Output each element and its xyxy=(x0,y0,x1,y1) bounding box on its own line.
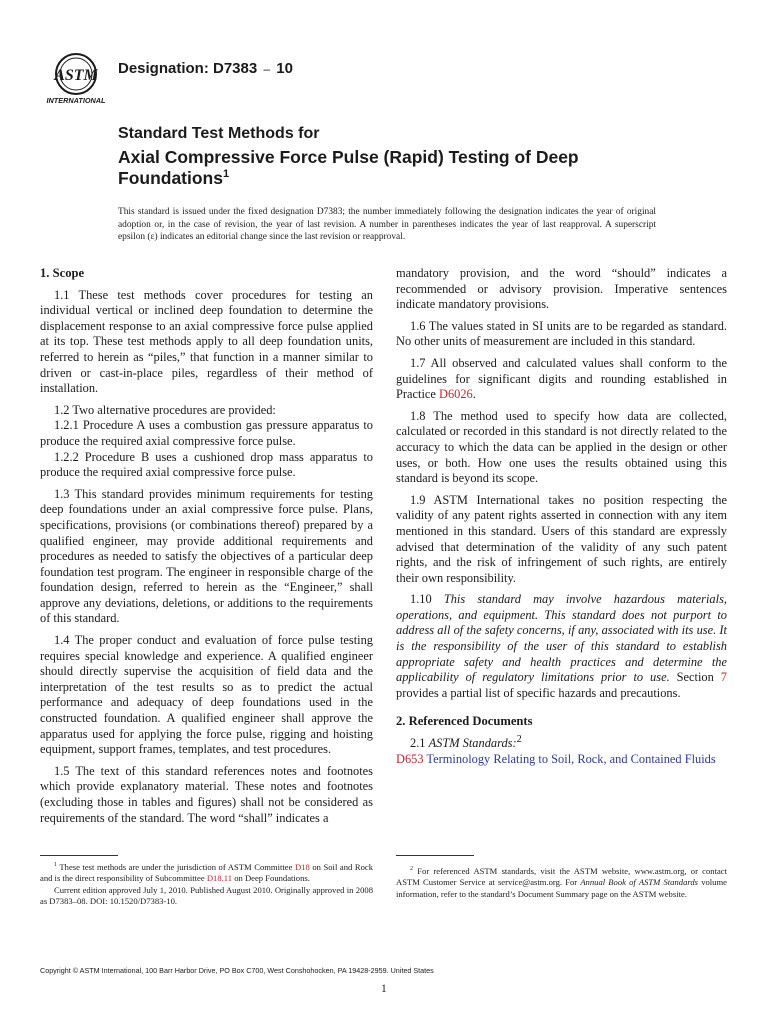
copyright-line: Copyright © ASTM International, 100 Barr Harbor Drive, PO Box C700, West Conshohocken, PA 19428-2959. United States xyxy=(40,966,434,975)
paragraph-1-10-end: provides a partial list of specific hazards and precautions. xyxy=(396,685,681,700)
left-column xyxy=(40,266,373,832)
footnote-2-book-title: Annual Book of ASTM Standards xyxy=(580,877,699,888)
footnote-mark-2: 2 xyxy=(516,733,522,745)
link-section-7[interactable]: 7 xyxy=(720,670,727,685)
issuance-notice: This standard is issued under the fixed designation D7383; the number immediately following the designation indicates the year of original adoption or, in the case of revision, the year of last revision. A number in parentheses indicates the year of last reapproval. A superscript epsilon (ε) indicates an editorial change since the last revision or reapproval. xyxy=(118,207,656,242)
page-number: 1 xyxy=(381,983,387,995)
document-title xyxy=(118,147,638,189)
paragraph-1-5-continued: mandatory provision, and the word “should” indicates a recommended or advisory provision. Imperative sentences indicate mandatory provisions. xyxy=(396,266,727,312)
footnote-1-part-c: on Deep Foundations. xyxy=(232,873,310,884)
reference-entry-d653 xyxy=(396,752,727,768)
right-column xyxy=(396,266,727,767)
paragraph-2-1 xyxy=(396,733,727,752)
footnote-1-mark: 1 xyxy=(54,862,57,869)
paragraph-1-1: 1.1 These test methods cover procedures for testing an individual vertical or inclined deep foundation to determine the displacement response to an axial compressive force pulse applied at its top. These test methods apply to all deep foundation units, referred to herein as “piles,” that function in a manner similar to driven or cast-in-place piles, regardless of their method of installation. xyxy=(40,287,373,396)
reference-title-d653[interactable]: Terminology Relating to Soil, Rock, and Contained Fluids xyxy=(426,751,716,766)
paragraph-1-10 xyxy=(396,592,727,701)
paragraph-1-7-text: 1.7 All observed and calculated values shall conform to the guidelines for significant digits and rounding established in Practice xyxy=(396,355,727,402)
footnote-rule-left xyxy=(40,855,118,856)
document-title-text: Axial Compressive Force Pulse (Rapid) Testing of Deep Foundations xyxy=(118,147,579,188)
astm-standards-label: ASTM Standards: xyxy=(428,736,517,751)
paragraph-1-7-end: . xyxy=(472,387,476,402)
footnote-2 xyxy=(396,866,727,900)
footnote-2-part-a: For referenced ASTM standards, visit the ASTM website, www.astm.org, or contact ASTM Customer Service at service@astm.org. For xyxy=(396,866,727,888)
paragraph-1-2-2: 1.2.2 Procedure B uses a cushioned drop mass apparatus to produce the required axial compressive force pulse. xyxy=(40,449,373,480)
footnote-1 xyxy=(40,862,373,907)
link-d6026[interactable]: D6026 xyxy=(439,387,473,402)
paragraph-2-1-number: 2.1 xyxy=(410,736,429,751)
paragraph-1-2: 1.2 Two alternative procedures are provided: xyxy=(54,402,276,417)
footnote-2-text xyxy=(396,866,727,900)
paragraph-1-2-1: 1.2.1 Procedure A uses a combustion gas pressure apparatus to produce the required axial compressive force pulse. xyxy=(40,418,373,448)
designation-year: 10 xyxy=(276,60,293,77)
section-heading-scope: 1. Scope xyxy=(40,266,85,280)
paragraph-1-9: 1.9 ASTM International takes no position respecting the validity of any patent rights asserted in connection with any item mentioned in this standard. Users of this standard are expressly advised that determination of the validity of any such patent rights, and the risk of infringement of such rights, are entirely their own responsibility. xyxy=(396,492,727,585)
footnote-rule-right xyxy=(396,855,474,856)
link-d653[interactable]: D653 xyxy=(396,751,424,766)
designation-label: Designation: D7383 xyxy=(118,60,258,77)
link-committee-d18[interactable]: D18 xyxy=(294,862,310,872)
section-heading-referenced-documents: 2. Referenced Documents xyxy=(396,714,533,729)
footnote-1-part-b: on Soil and Rock and is the direct responsibility of Subcommittee xyxy=(40,862,373,884)
designation xyxy=(118,60,293,77)
paragraph-1-3: 1.3 This standard provides minimum requirements for testing deep foundations under an axial compressive force pulse. Plans, specifications, provisions (or combinations thereof) prepared by a qualified engineer, may provide additional requirements and procedures as needed to satisfy the objectives of a particular deep foundation test program. The engineer in responsible charge of the foundation design, referred to herein as the “Engineer,” shall approve any deviations, deletions, or additions to the requirements of this standard. xyxy=(40,486,373,626)
astm-logo xyxy=(40,50,112,106)
paragraph-1-8: 1.8 The method used to specify how data are collected, calculated or recorded in this standard is not directly related to the accuracy to which the data can be applied in the design or other uses, or both. How one uses the results obtained using this standard is beyond its scope. xyxy=(396,408,727,486)
title-footnote-mark: 1 xyxy=(222,168,230,181)
paragraph-1-6: 1.6 The values stated in SI units are to be regarded as standard. No other units of measurement are included in this standard. xyxy=(396,318,727,349)
paragraph-1-7 xyxy=(396,356,727,403)
footnote-2-mark: 2 xyxy=(410,866,413,873)
link-subcommittee-d18-11[interactable]: D18.11 xyxy=(206,873,233,884)
paragraph-1-4: 1.4 The proper conduct and evaluation of force pulse testing requires special knowledge and experience. A qualified engineer should directly supervise the acquisition of field data and the interpretation of the test results so as to predict the actual performance and adequacy of deep foundations used in the constructed foundation. A qualified engineer shall approve the apparatus used for applying the force pulse, rigging and hoisting equipment, support frames, templates, and test procedures. xyxy=(40,633,373,757)
paragraph-1-5: 1.5 The text of this standard references notes and footnotes which provide explanatory material. These notes and footnotes (excluding those in tables and figures) shall not be considered as requirements of the standard. The word “shall” indicates a xyxy=(40,763,373,825)
designation-separator: – xyxy=(263,62,271,76)
title-prefix: Standard Test Methods for xyxy=(118,125,320,142)
paragraph-1-10-number: 1.10 xyxy=(410,592,444,607)
footnote-2-part-b: volume information, refer to the standard’s Document Summary page on the ASTM website. xyxy=(396,877,727,899)
paragraph-1-10-text: Section xyxy=(669,670,721,685)
logo-text: ASTM xyxy=(54,67,98,84)
safety-caveat: This standard may involve hazardous materials, operations, and equipment. This standard does not purport to address all of the safety concerns, if any, associated with its use. It is the responsibility of the user of this standard to establish appropriate safety and health practices and determine the applicability of regulatory limitations prior to use. xyxy=(396,592,727,685)
footnote-1-part-a: These test methods are under the jurisdiction of ASTM Committee xyxy=(57,862,295,872)
footnote-1-text xyxy=(40,862,373,885)
footnote-1-edition: Current edition approved July 1, 2010. Published August 2010. Originally approved in 2008 as D7383–08. DOI: 10.1520/D7383-10. xyxy=(40,884,373,906)
logo-subtext: INTERNATIONAL xyxy=(46,96,106,105)
